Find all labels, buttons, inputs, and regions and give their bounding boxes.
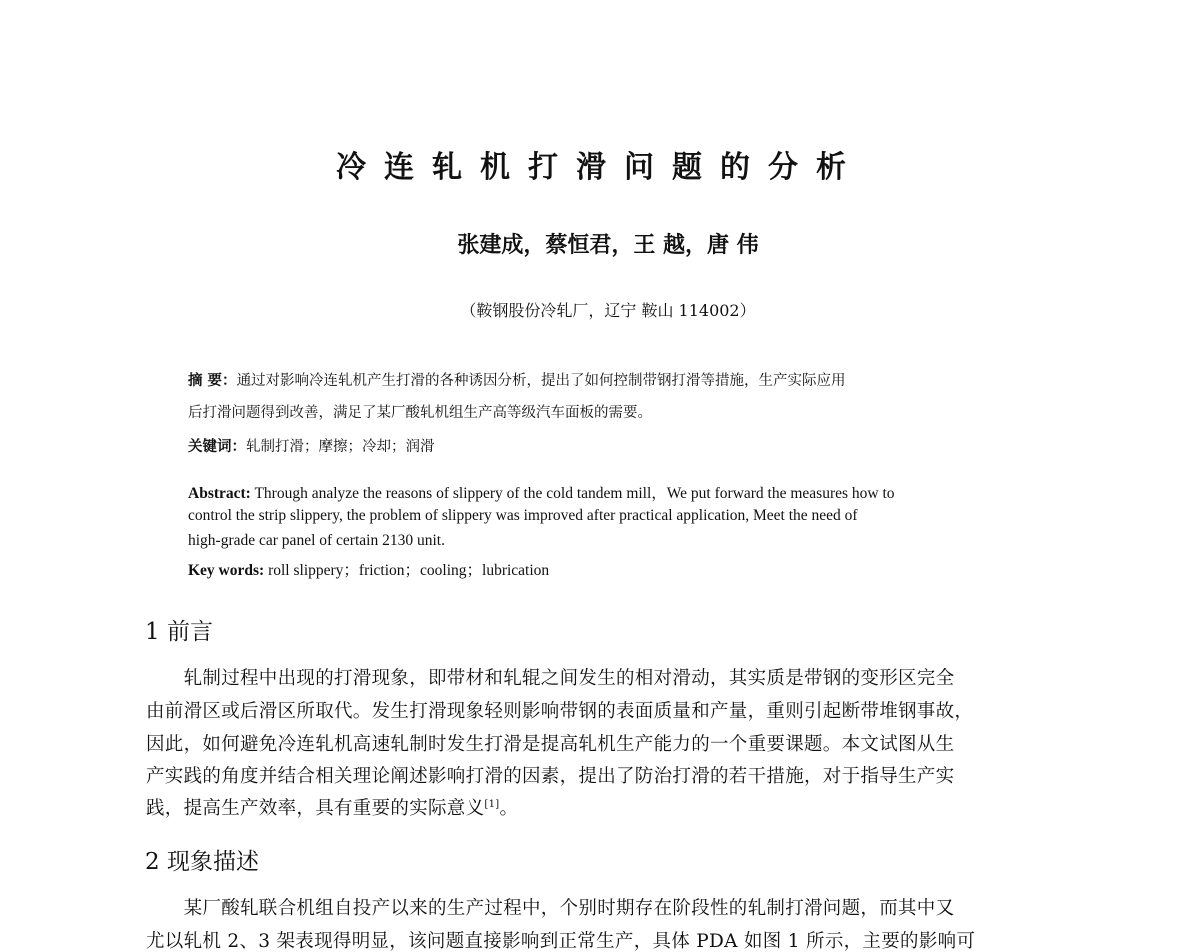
section-heading: 1 前言: [145, 619, 213, 645]
abstract-cn-line: 后打滑问题得到改善，满足了某厂酸轧机组生产高等级汽车面板的需要。: [188, 405, 652, 421]
abstract-en-label: Abstract:: [188, 485, 251, 502]
authors: 张建成，蔡恒君，王 越，唐 伟: [457, 232, 759, 258]
paragraph-line: 由前滑区或后滑区所取代。发生打滑现象轻则影响带钢的表面质量和产量，重则引起断带堆钢事故，: [146, 701, 974, 722]
abstract-cn-line: [188, 369, 846, 390]
paragraph-text: 践，提高生产效率，具有重要的实际意义: [146, 798, 485, 819]
abstract-en-line: [188, 481, 895, 503]
paper-title: 冷连轧机打滑问题的分析: [336, 150, 864, 185]
abstract-en-text: Through analyze the reasons of slippery of the cold tandem mill，We put forward the measures how to: [250, 485, 895, 502]
paragraph-line: 某厂酸轧联合机组自投产以来的生产过程中，个别时期存在阶段性的轧制打滑问题，而其中又: [146, 898, 955, 919]
citation: [1]: [484, 798, 500, 810]
abstract-cn-text: 通过对影响冷连轧机产生打滑的各种诱因分析，提出了如何控制带钢打滑等措施，生产实际应用: [236, 373, 846, 389]
keywords-cn-label: 关键词：: [188, 438, 246, 455]
abstract-cn-label: 摘 要：: [188, 372, 237, 389]
paragraph-end: 。: [499, 798, 519, 819]
keywords-cn: [188, 435, 435, 456]
paragraph-line: 因此，如何避免冷连轧机高速轧制时发生打滑是提高轧机生产能力的一个重要课题。本文试图从生: [146, 734, 955, 755]
paragraph-line: 尤以轧机 2、3 架表现得明显，该问题直接影响到正常生产，具体 PDA 如图 1 所示，主要的影响可: [146, 931, 976, 952]
keywords-en-text: roll slippery；friction；cooling；lubrication: [264, 562, 550, 579]
abstract-en-line: high-grade car panel of certain 2130 unit.: [188, 532, 445, 549]
section-heading: 2 现象描述: [145, 849, 259, 875]
keywords-cn-text: 轧制打滑；摩擦；冷却；润滑: [246, 439, 435, 455]
abstract-en-line: control the strip slippery, the problem of slippery was improved after practical application, Meet the need of: [188, 507, 858, 524]
keywords-en-label: Key words:: [188, 562, 265, 579]
paragraph-line: [146, 794, 518, 820]
paragraph-line: 轧制过程中出现的打滑现象，即带材和轧辊之间发生的相对滑动，其实质是带钢的变形区完全: [146, 668, 955, 689]
affiliation: （鞍钢股份冷轧厂，辽宁 鞍山 114002）: [460, 301, 756, 320]
paragraph-line: 产实践的角度并结合相关理论阐述影响打滑的因素，提出了防治打滑的若干措施，对于指导生产实: [146, 766, 955, 787]
keywords-en: [188, 558, 549, 580]
